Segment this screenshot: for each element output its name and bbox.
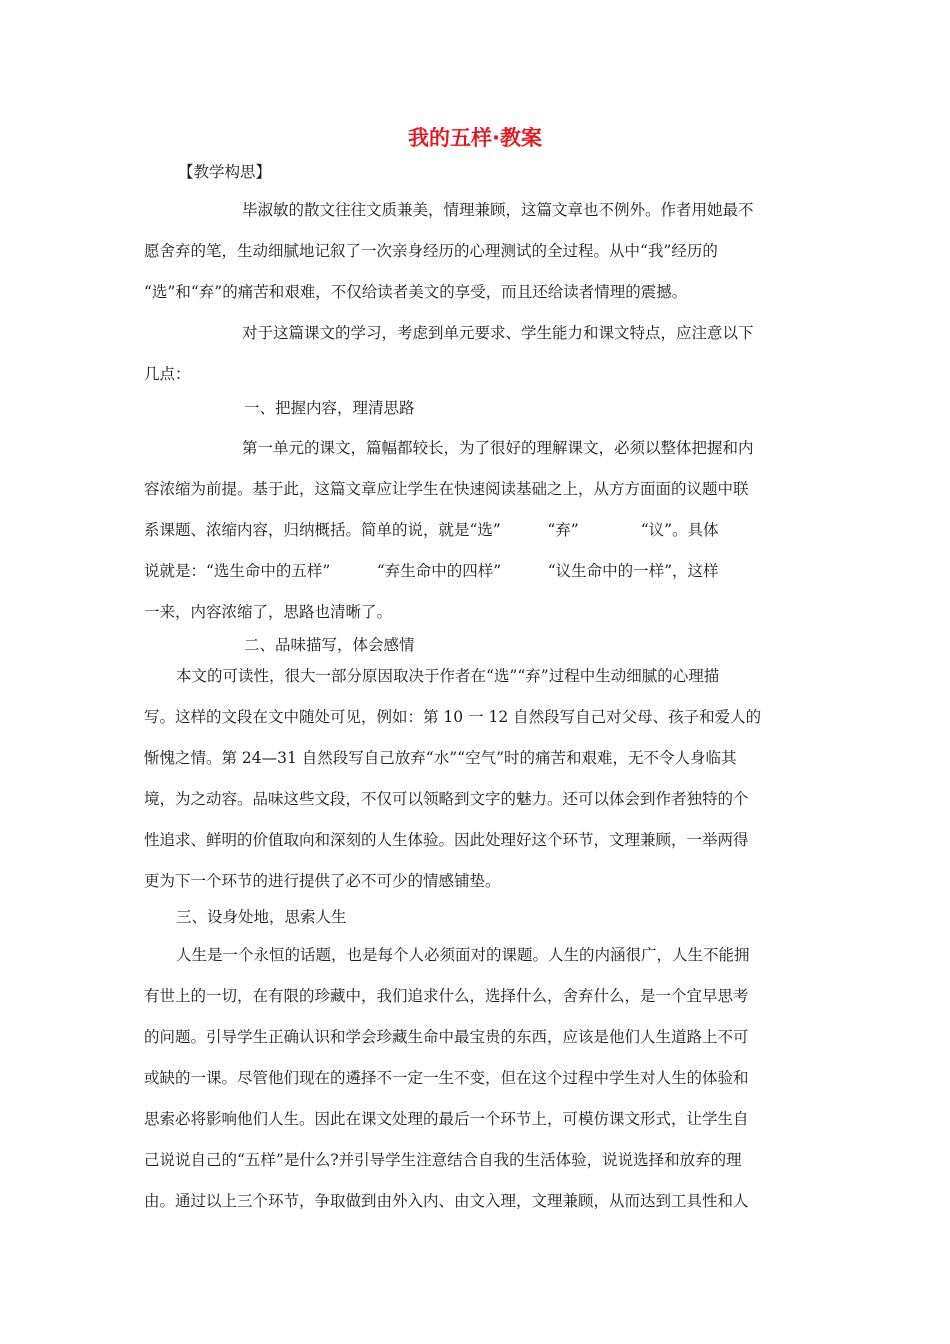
paragraph-line: 境，为之动容。品味这些文段，不仅可以领略到文字的魅力。还可以体会到作者独特的个 (144, 790, 749, 808)
paragraph-line: 第一单元的课文，篇幅都较长，为了很好的理解课文，必须以整体把握和内 (242, 439, 754, 457)
paragraph-line: 思索必将影响他们人生。因此在课文处理的最后一个环节上，可模仿课文形式，让学生自 (144, 1110, 749, 1128)
paragraph-intro (144, 190, 806, 313)
paragraph-line: 容浓缩为前提。基于此，这篇文章应让学生在快速阅读基础之上，从方方面面的议题中联 (144, 480, 749, 498)
section-tag: 【教学构思】 (178, 163, 272, 181)
paragraph-line: 的问题。引导学生正确认识和学会珍藏生命中最宝贵的东西，应该是他们人生道路上不可 (144, 1028, 749, 1046)
paragraph-line: 毕淑敏的散文往往文质兼美，情理兼顾，这篇文章也不例外。作者用她最不 (242, 201, 754, 219)
paragraph-section-1 (144, 428, 806, 633)
paragraph-line: “选”和“弃”的痛苦和艰难，不仅给读者美文的享受，而且还给读者情理的震撼。 (144, 283, 688, 301)
paragraph-line: 由。通过以上三个环节，争取做到由外入内、由文入理，文理兼顾，从而达到工具性和人 (144, 1192, 749, 1210)
paragraph-section-3 (144, 935, 806, 1222)
paragraph-line: 人生是一个永恒的话题，也是每个人必须面对的课题。人生的内涵很广，人生不能拥 (176, 946, 750, 964)
section-heading-2: 二、品味描写，体会感情 (244, 636, 415, 654)
paragraph-line: 或缺的一课。尽管他们现在的遴择不一定一生不变，但在这个过程中学生对人生的体验和 (144, 1069, 749, 1087)
paragraph-line: 写。这样的文段在文中随处可见，例如：第 10 一 12 自然段写自己对父母、孩子和爱人的 (144, 708, 762, 726)
paragraph-line: 己说说自己的“五样”是什么?并引导学生注意结合自我的生活体验，说说选择和放弃的理 (144, 1151, 742, 1169)
paragraph-line: 更为下一个环节的进行提供了必不可少的情感铺垫。 (144, 872, 501, 890)
section-heading-3: 三、设身处地，思索人生 (176, 908, 347, 926)
paragraph-section-2 (144, 656, 806, 902)
paragraph-line: 愿舍弃的笔，生动细腻地记叙了一次亲身经历的心理测试的全过程。从中“我”经历的 (144, 242, 718, 260)
paragraph-line: 性追求、鲜明的价值取向和深刻的人生体验。因此处理好这个环节，文理兼顾，一举两得 (144, 831, 749, 849)
paragraph-line: 说就是：“选生命中的五样” “弃生命中的四样” “议生命中的一样”，这样 (144, 562, 719, 580)
page-title: 我的五样·教案 (408, 126, 542, 150)
paragraph-line: 惭愧之情。第 24—31 自然段写自己放弃“水”“空气”时的痛苦和艰难，无不令人身临其 (144, 749, 737, 767)
paragraph-points (144, 313, 806, 395)
paragraph-line: 一来，内容浓缩了，思路也清晰了。 (144, 603, 393, 621)
paragraph-line: 对于这篇课文的学习，考虑到单元要求、学生能力和课文特点，应注意以下 (242, 324, 754, 342)
paragraph-line: 有世上的一切，在有限的珍藏中，我们追求什么，选择什么，舍弃什么，是一个宜早思考 (144, 987, 749, 1005)
paragraph-line: 几点： (144, 365, 191, 383)
paragraph-line: 本文的可读性，很大一部分原因取决于作者在“选”“弃”过程中生动细腻的心理描 (176, 667, 720, 685)
paragraph-line: 系课题、浓缩内容，归纳概括。简单的说，就是“选” “弃” “议”。具体 (144, 521, 719, 539)
section-heading-1: 一、把握内容，理清思路 (244, 399, 415, 417)
